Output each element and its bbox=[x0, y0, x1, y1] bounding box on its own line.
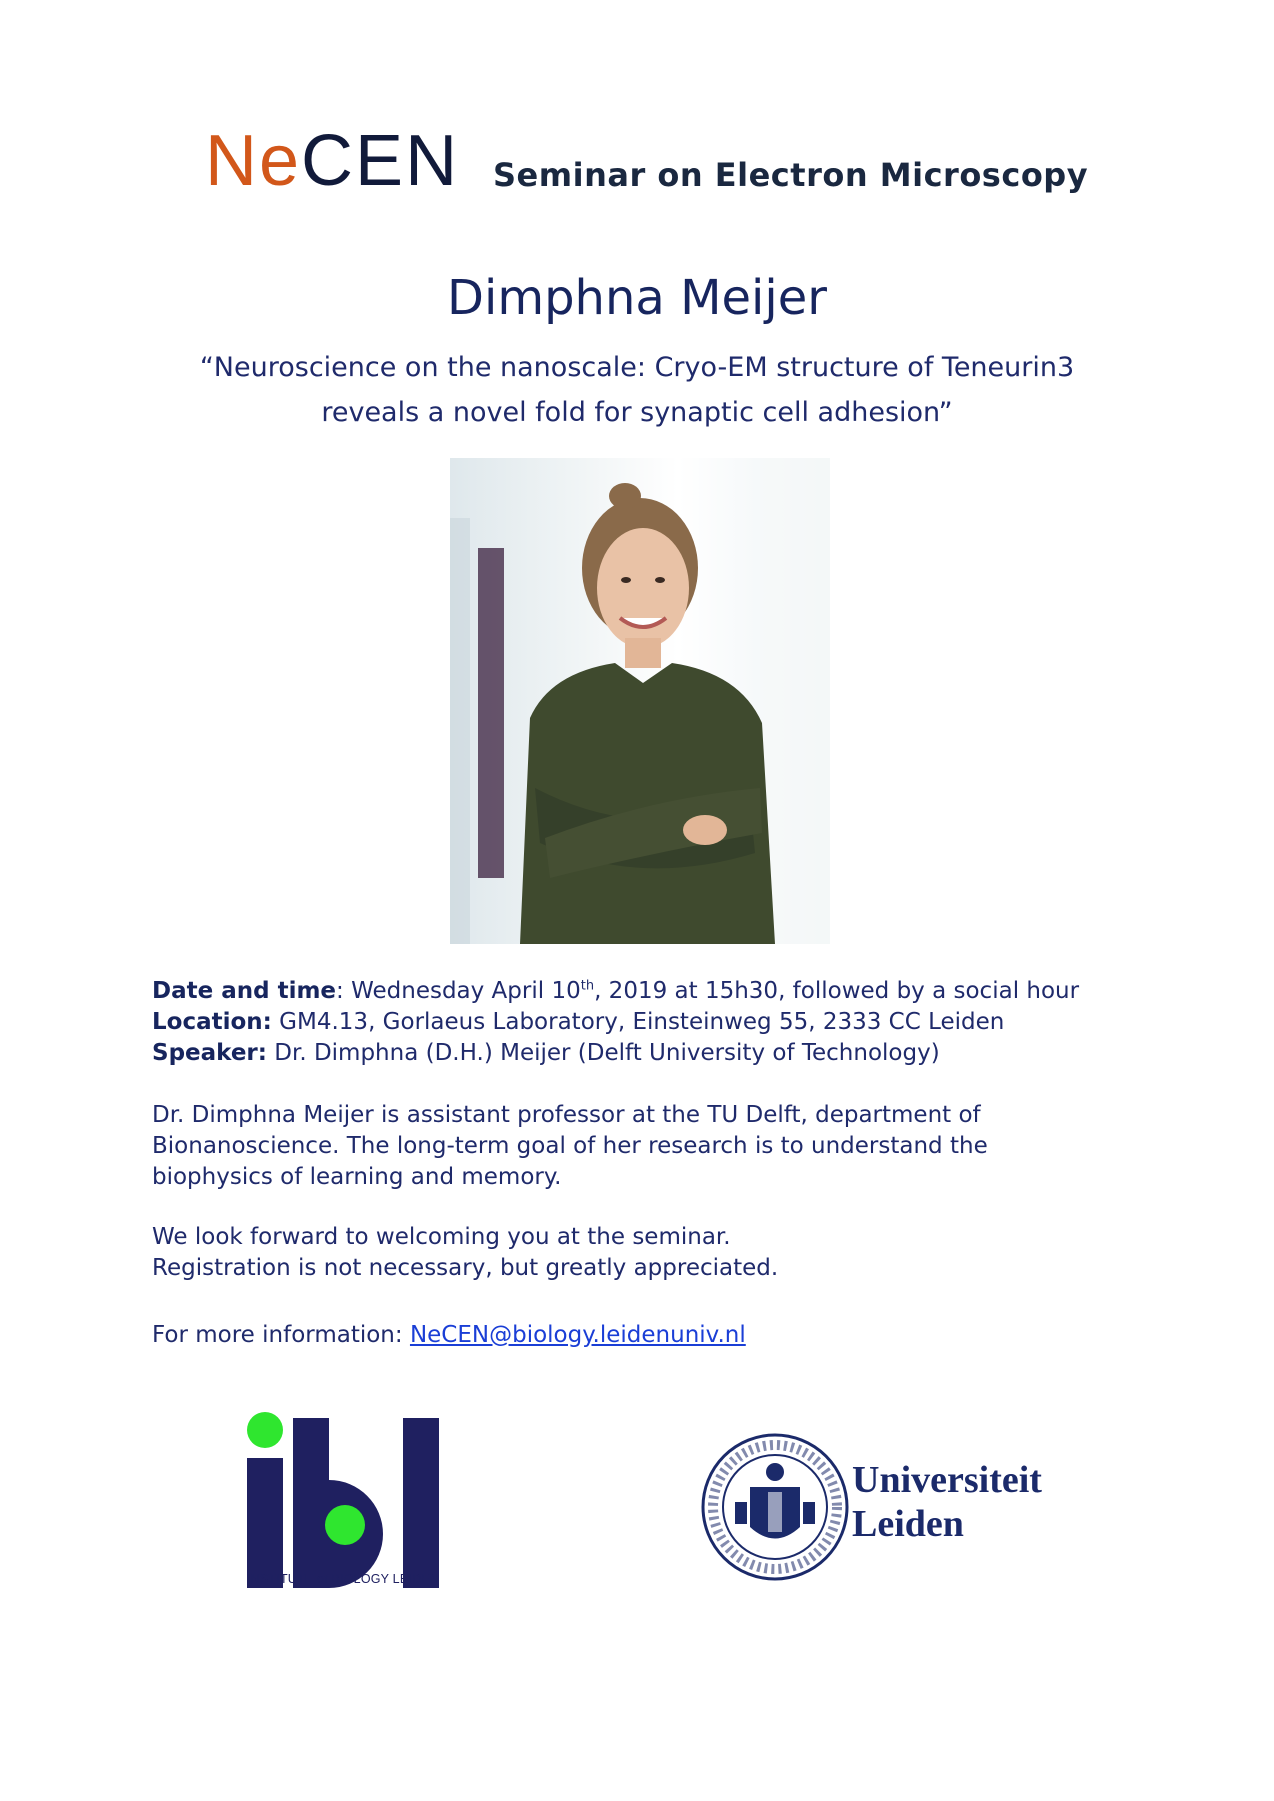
contact-line bbox=[152, 1320, 1132, 1351]
talk-title-line-1: “Neuroscience on the nanoscale: Cryo-EM structure of Teneurin3 bbox=[199, 352, 1075, 383]
date-time-value-rest: , 2019 at 15h30, followed by a social hour bbox=[594, 978, 1080, 1004]
bio-paragraph bbox=[152, 1100, 1132, 1193]
speaker-line bbox=[152, 1040, 940, 1066]
speaker-portrait-icon bbox=[450, 458, 830, 944]
date-suffix: th bbox=[580, 978, 595, 994]
email-link[interactable]: NeCEN@biology.leidenuniv.nl bbox=[409, 1322, 746, 1348]
ibl-logo-icon bbox=[245, 1410, 445, 1590]
speaker-value: Dr. Dimphna (D.H.) Meijer (Delft University of Technology) bbox=[266, 1040, 940, 1066]
logo-ne: Ne bbox=[205, 121, 302, 201]
necen-logo bbox=[205, 121, 460, 201]
welcome-line-1: We look forward to welcoming you at the seminar. bbox=[152, 1224, 731, 1250]
welcome-paragraph bbox=[152, 1222, 1132, 1284]
date-time-value: : Wednesday April 10 bbox=[336, 978, 581, 1004]
speaker-label: Speaker: bbox=[152, 1040, 267, 1066]
contact-label: For more information: bbox=[152, 1322, 410, 1348]
seminar-series-title: Seminar on Electron Microscopy bbox=[493, 156, 1089, 194]
date-time-label: Date and time bbox=[152, 978, 337, 1004]
univ-line-2: Leiden bbox=[852, 1503, 964, 1545]
bio-line-3: biophysics of learning and memory. bbox=[152, 1164, 562, 1190]
leiden-seal-icon bbox=[700, 1432, 850, 1582]
location-label: Location: bbox=[152, 1009, 272, 1035]
univ-line-1: Universiteit bbox=[852, 1459, 1042, 1501]
talk-title-line-2: reveals a novel fold for synaptic cell adhesion” bbox=[321, 397, 953, 428]
bio-line-2: Bionanoscience. The long-term goal of her research is to understand the bbox=[152, 1133, 988, 1159]
location-value: GM4.13, Gorlaeus Laboratory, Einsteinweg 55, 2333 CC Leiden bbox=[271, 1009, 1005, 1035]
universiteit-leiden-wordmark bbox=[852, 1458, 1042, 1546]
ibl-caption: INSTITUTE of BIOLOGY LEIDEN bbox=[247, 1572, 440, 1586]
bio-line-1: Dr. Dimphna Meijer is assistant professor at the TU Delft, department of bbox=[152, 1102, 981, 1128]
speaker-photo bbox=[450, 458, 830, 944]
logo-cen: CEN bbox=[301, 121, 460, 201]
welcome-line-2: Registration is not necessary, but greatly appreciated. bbox=[152, 1255, 779, 1281]
date-time-line bbox=[152, 978, 1079, 1004]
talk-title bbox=[150, 345, 1124, 435]
location-line bbox=[152, 1009, 1004, 1035]
speaker-name: Dimphna Meijer bbox=[447, 270, 827, 326]
